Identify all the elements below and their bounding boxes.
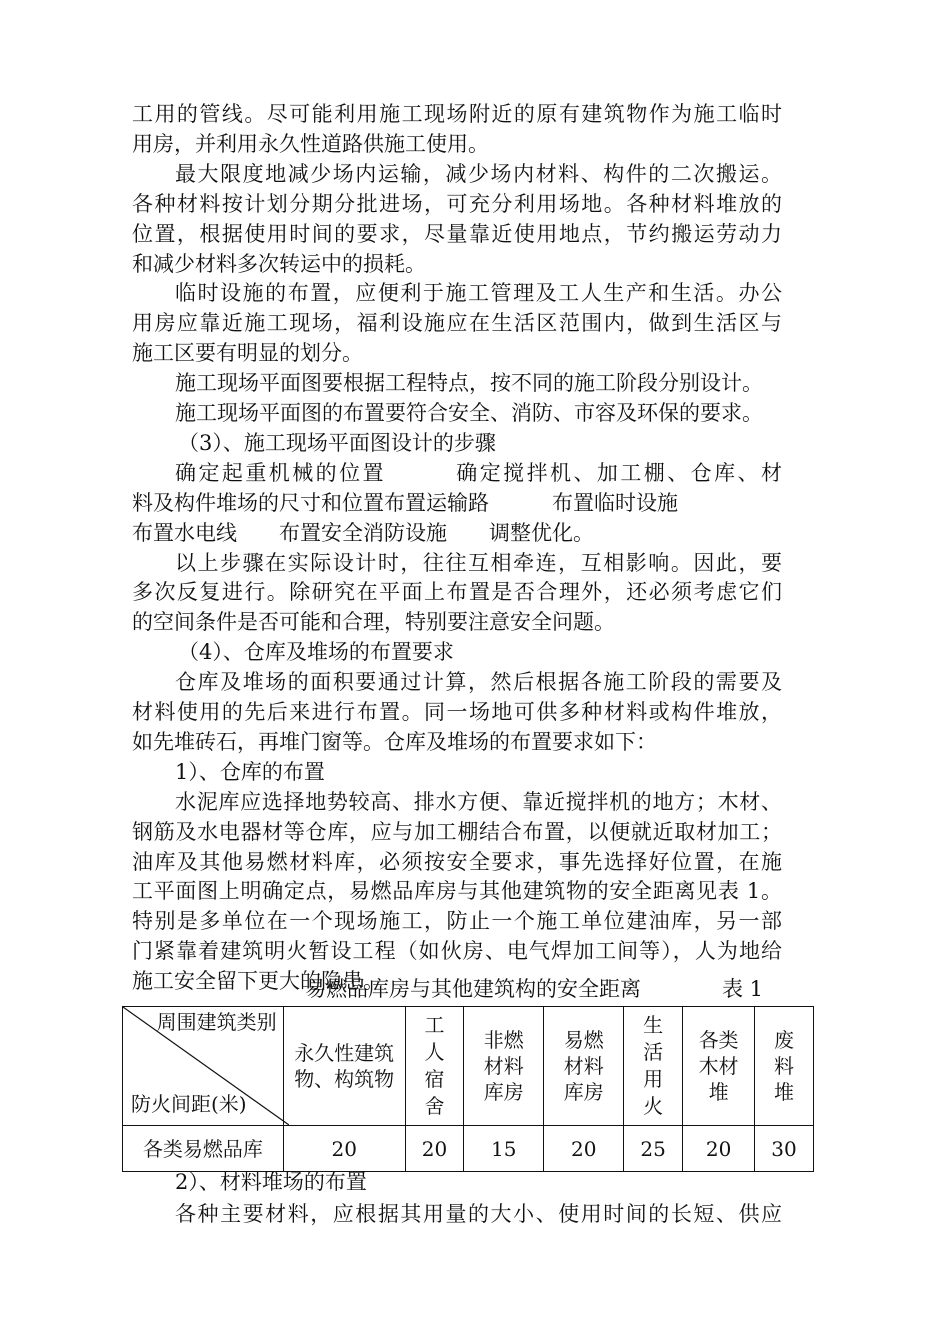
paragraph-line: 施工现场平面图的布置要符合安全、消防、市容及环保的要求。 xyxy=(175,401,763,425)
paragraph-line: 如先堆砖石，再堆门窗等。仓库及堆场的布置要求如下： xyxy=(132,729,657,754)
column-header: 永久性建筑物、构筑物 xyxy=(283,1007,405,1126)
paragraph-line: 油库及其他易燃材料库，必须按安全要求，事先选择好位置，在施 xyxy=(132,849,782,874)
paragraph-line: 施工区要有明显的划分。 xyxy=(132,341,363,366)
paragraph-line: 各种材料按计划分期分批进场，可充分利用场地。各种材料堆放的 xyxy=(132,191,782,216)
paragraph-line: 确定起重机械的位置 确定搅拌机、加工棚、仓库、材 xyxy=(175,460,782,485)
table-row xyxy=(123,1126,814,1172)
table-cell: 15 xyxy=(464,1126,544,1172)
section-heading: 1）、仓库的布置 xyxy=(175,759,325,784)
paragraph-line: 钢筋及水电器材等仓库，应与加工棚结合布置，以便就近取材加工； xyxy=(132,819,782,844)
column-header: 各类木材堆 xyxy=(683,1007,755,1126)
paragraph-line: 料及构件堆场的尺寸和位置布置运输路 布置临时设施 xyxy=(132,490,678,515)
paragraph-line: 位置，根据使用时间的要求，尽量靠近使用地点，节约搬运劳动力 xyxy=(132,221,782,246)
section-heading: 2）、材料堆场的布置 xyxy=(175,1170,367,1194)
section-heading: （3）、施工现场平面图设计的步骤 xyxy=(178,430,496,455)
paragraph-line: 特别是多单位在一个现场施工，防止一个施工单位建油库，另一部 xyxy=(132,909,782,934)
table-cell: 20 xyxy=(405,1126,464,1172)
corner-bottom-label: 防火间距(米) xyxy=(131,1092,247,1116)
paragraph-line: 各种主要材料，应根据其用量的大小、使用时间的长短、供应 xyxy=(175,1202,782,1226)
paragraph-line: 施工安全留下更大的隐患。 xyxy=(132,969,384,994)
column-header: 生活用火 xyxy=(624,1007,683,1126)
diagonal-header-cell xyxy=(123,1007,284,1126)
paragraph-line: 仓库及堆场的面积要通过计算，然后根据各施工阶段的需要及 xyxy=(175,670,782,695)
section-heading: （4）、仓库及堆场的布置要求 xyxy=(178,640,454,665)
corner-top-label: 周围建筑类别 xyxy=(156,1010,277,1034)
table-cell: 25 xyxy=(624,1126,683,1172)
paragraph-line: 材料使用的先后来进行布置。同一场地可供多种材料或构件堆放， xyxy=(132,700,782,724)
paragraph-line: 工用的管线。尽可能利用施工现场附近的原有建筑物作为施工临时 xyxy=(132,102,782,126)
table-caption: 易燃品库房与其他建筑构的安全距离 xyxy=(305,977,641,1001)
table-label: 表 1 xyxy=(722,977,764,1001)
paragraph-line: 以上步骤在实际设计时，往往互相牵连，互相影响。因此，要 xyxy=(175,550,782,575)
table-header-row xyxy=(123,1007,814,1126)
paragraph-line: 布置水电线 布置安全消防设施 调整优化。 xyxy=(132,520,594,545)
paragraph-line: 最大限度地减少场内运输，减少场内材料、构件的二次搬运。 xyxy=(175,161,782,186)
paragraph-line: 用房应靠近施工现场，福利设施应在生活区范围内，做到生活区与 xyxy=(132,311,782,336)
paragraph-line: 的空间条件是否可能和合理，特别要注意安全问题。 xyxy=(132,610,615,635)
safety-distance-table xyxy=(122,1006,814,1172)
paragraph-line: 门紧靠着建筑明火暂设工程（如伙房、电气焊加工间等），人为地给 xyxy=(132,939,782,964)
paragraph-line: 临时设施的布置，应便利于施工管理及工人生产和生活。办公 xyxy=(175,281,782,306)
paragraph-line: 施工现场平面图要根据工程特点，按不同的施工阶段分别设计。 xyxy=(175,371,763,396)
paragraph-line: 工平面图上明确定点，易燃品库房与其他建筑物的安全距离见表 1。 xyxy=(132,879,782,904)
paragraph-line: 用房，并利用永久性道路供施工使用。 xyxy=(132,131,489,156)
table-cell: 20 xyxy=(683,1126,755,1172)
column-header: 易燃材料库房 xyxy=(544,1007,624,1126)
table-cell: 20 xyxy=(283,1126,405,1172)
column-header: 废料堆 xyxy=(755,1007,814,1126)
row-label: 各类易燃品库 xyxy=(123,1126,284,1172)
column-header: 工人宿舍 xyxy=(405,1007,464,1126)
paragraph-line: 多次反复进行。除研究在平面上布置是否合理外，还必须考虑它们 xyxy=(132,580,782,605)
paragraph-line: 和减少材料多次转运中的损耗。 xyxy=(132,251,426,276)
paragraph-line: 水泥库应选择地势较高、排水方便、靠近搅拌机的地方；木材、 xyxy=(175,789,782,814)
table-cell: 30 xyxy=(755,1126,814,1172)
column-header: 非燃材料库房 xyxy=(464,1007,544,1126)
table-cell: 20 xyxy=(544,1126,624,1172)
